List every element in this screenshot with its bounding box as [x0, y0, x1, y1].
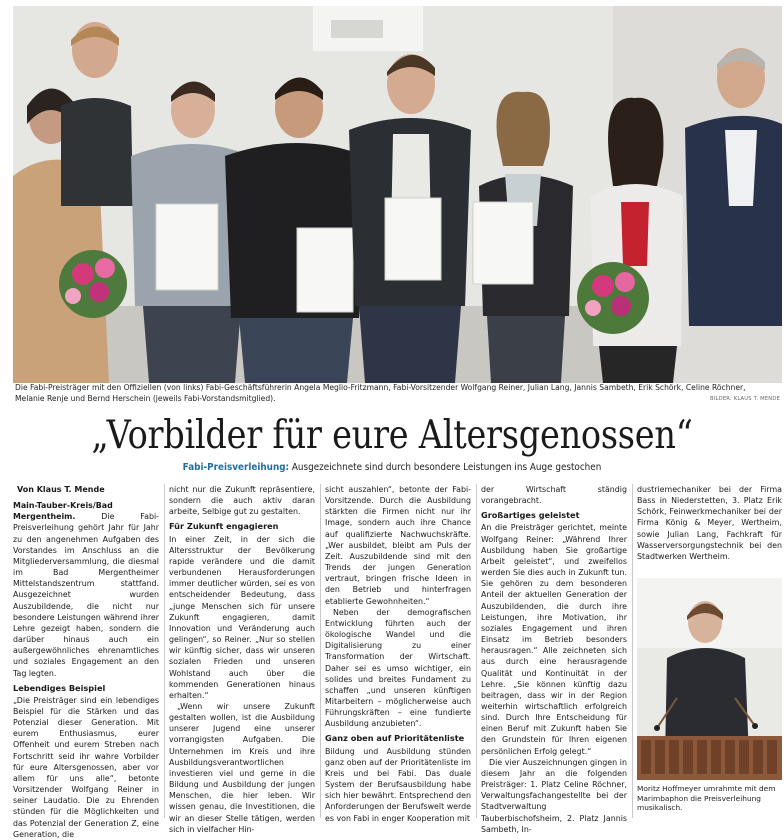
article-column-5 — [637, 484, 782, 572]
section-heading: Ganz oben auf Prioritätenliste — [325, 733, 465, 744]
article-column-2 — [169, 484, 315, 834]
photo-credit: BILDER: KLAUS T. MENDE — [710, 396, 780, 402]
article-paragraph: „Die Preisträger sind ein lebendiges Beispiel für die Stärken und das Potenzial dieser Generation. Mit eurem Enthusiasmus, eurer Offenheit und eurem Streben nach Fortschritt seid ihr wahre Vorbilder für eure Altersgenossen, aber vor allem für uns alle“, betonte Vorsitzender Wolfgang Reiner in seiner Laudatio. Die zu Ehrenden stünden für die Möglichkeiten und das Potenzial der Generation Z, eine Generation, die — [13, 695, 159, 839]
article-column-4 — [481, 484, 627, 834]
photo-caption: Die Fabi-Preisträger mit den Offiziellen (von links) Fabi-Geschäftsführerin Angela Meglio-Fritzmann, Fabi-Vorsitzender Wolfgang Reiner, Julian Lang, Jannis Sambeth, Erik Schörk, Celine Röchner, Melanie Renje und Bernd Herschein (jeweils Fabi-Vorstandsmitglied). — [15, 383, 746, 403]
article-paragraph: nicht nur die Zukunft repräsentiere, sondern die auch aktiv daran arbeite, Selbige gut zu gestalten. — [169, 485, 315, 517]
subhead-text: Ausgezeichnete sind durch besondere Leistungen ins Auge gestochen — [289, 462, 602, 473]
column-rule — [164, 484, 165, 818]
section-heading: Lebendiges Beispiel — [13, 682, 106, 693]
dateline: Main-Tauber-Kreis/Bad Mergentheim. — [13, 501, 113, 522]
column-rule — [632, 484, 633, 818]
article-paragraph: „Wenn wir unsere Zukunft gestalten wollen, ist die Ausbildung unserer Jugend eine unserer vorrangigsten Aufgaben. Die Unternehmen im Kreis und ihre Ausbildungsverantwortlichen investieren viel und gerne in die Bildung und Ausbildung der jungen Menschen, die hier leben. Wir wissen genau, die Investitionen, die wir an dieser Stelle tätigen, werden sich in vielfacher Hin- — [169, 701, 315, 834]
byline: Von Klaus T. Mende — [17, 485, 105, 494]
article-column-3 — [325, 484, 471, 823]
article-text: Die Fabi-Preisverleihung gehört Jahr für Jahr zu den angenehmen Aufgaben des Vorstandes im Anschluss an die Mitgliederversammlung, die diesmal im Bad Mergentheimer Mittelstandszentrum stattfand. Ausgezeichnet wurden Auszubildende, die nicht nur besondere Leistungen während ihrer Lehre gezeigt haben, sondern die darüber hinaus auch ein außergewöhnliches ehrenamtliches und soziales Engagement an den Tag legten. — [13, 512, 160, 678]
group-photo-illustration — [13, 6, 782, 383]
article-paragraph: An die Preisträger gerichtet, meinte Wolfgang Reiner: „Während Ihrer Ausbildung haben Sie großartige Arbeit geleistet“, und zweifellos werden Sie dies auch in Zukunft tun. Sie gehören zu dem besonderen Anteil der aktuellen Generation der Auszubildenden, die durch ihre Leistungen, ihre Motivation, ihr soziales Engagement und ihren Einsatz im Betrieb besonders herausragen.“ Alle zeichneten sich aus durch eine herausragende Qualität und Kontinuität in der Lehre. „Sie können künftig dazu beitragen, dass wir in der Region weiterhin wirtschaftlich erfolgreich sind. Durch Ihre Entscheidung für einen Beruf mit Zukunft haben Sie den Grundstein für Ihren eigenen persönlichen Erfolg gelegt.“ — [481, 523, 627, 756]
article-paragraph: Die vier Auszeichnungen gingen in diesem Jahr an die folgenden Preisträger: 1. Platz Celine Röchner, Verwaltungsfachangestellte bei der Stadtverwaltung Tauberbischofsheim, 2. Platz Jannis Sambeth, In- — [481, 757, 627, 834]
article-column-1 — [13, 484, 160, 839]
article-paragraph: In einer Zeit, in der sich die Altersstruktur der Bevölkerung rapide verändere und die damit verbundenen Herausforderungen immer deutlicher würden, sei es von entscheidender Bedeutung, dass „junge Menschen sich für unsere Zukunft engagieren, damit Innovation und Veränderung auch gelingen“, so Reiner. „Nur so stellen wir künftig sicher, dass wir unseren sozialen Frieden und unseren Wohlstand auch über die kommenden Generationen hinaus erhalten.“ — [169, 534, 315, 700]
marimba-photo-illustration — [637, 578, 782, 780]
article-paragraph: Bildung und Ausbildung stünden ganz oben auf der Prioritätenliste im Kreis und bei Fabi. Das duale System der Berufsausbildung habe sich hier bewährt. Entsprechend den Anforderungen der Berufswelt werde es von Fabi in enger Kooperation mit — [325, 746, 471, 823]
section-heading: Großartiges geleistet — [481, 510, 580, 521]
section-heading: Für Zukunft engagieren — [169, 521, 279, 532]
marimba-photo — [637, 578, 782, 780]
headline: „Vorbilder für eure Altersgenossen“ — [91, 413, 693, 458]
marimba-photo-caption: Moritz Hoffmeyer umrahmte mit dem Marimbaphon die Preisverleihung musikalisch. — [637, 784, 776, 813]
group-photo — [13, 6, 782, 383]
subheadline — [31, 462, 752, 473]
article-paragraph: sicht auszahlen“, betonte der Fabi-Vorsitzende. Durch die Ausbildung stärkten die Firmen nicht nur ihr Image, sondern auch ihre Chance auf qualifizierte Nachwuchskräfte. „Wer ausbildet, bleibt am Puls der Zeit. Auszubildende sind mit den Trends der jungen Generation vertraut, bringen frische Ideen in den Betrieb und hinterfragen etablierte Gewohnheiten.“ — [325, 485, 471, 606]
column-rule — [476, 484, 477, 818]
article-paragraph: Neben der demografischen Entwicklung führten auch der ökologische Wandel und die Digitalisierung zu einer Transformation der Wirtschaft. Daher sei es umso wichtiger, ein solides und breites Fundament zu schaffen „und unseren künftigen Mitarbeitern – möglicherweise auch Führungskräften – eine fundierte Ausbildung anzubieten“. — [325, 607, 471, 729]
article-paragraph: der Wirtschaft ständig vorangebracht. — [481, 485, 627, 506]
column-rule — [320, 484, 321, 818]
article-paragraph: dustriemechaniker bei der Firma Bass in Niederstetten, 3. Platz Erik Schörk, Feinwerkmechaniker bei der Firma König & Meyer, Wertheim, sowie Julian Lang, Fachkraft für Wasserversorgungstechnik bei den Stadtwerken Wertheim. — [637, 485, 782, 561]
subhead-kicker: Fabi-Preisverleihung: — [182, 462, 290, 473]
article-paragraph — [13, 500, 159, 679]
